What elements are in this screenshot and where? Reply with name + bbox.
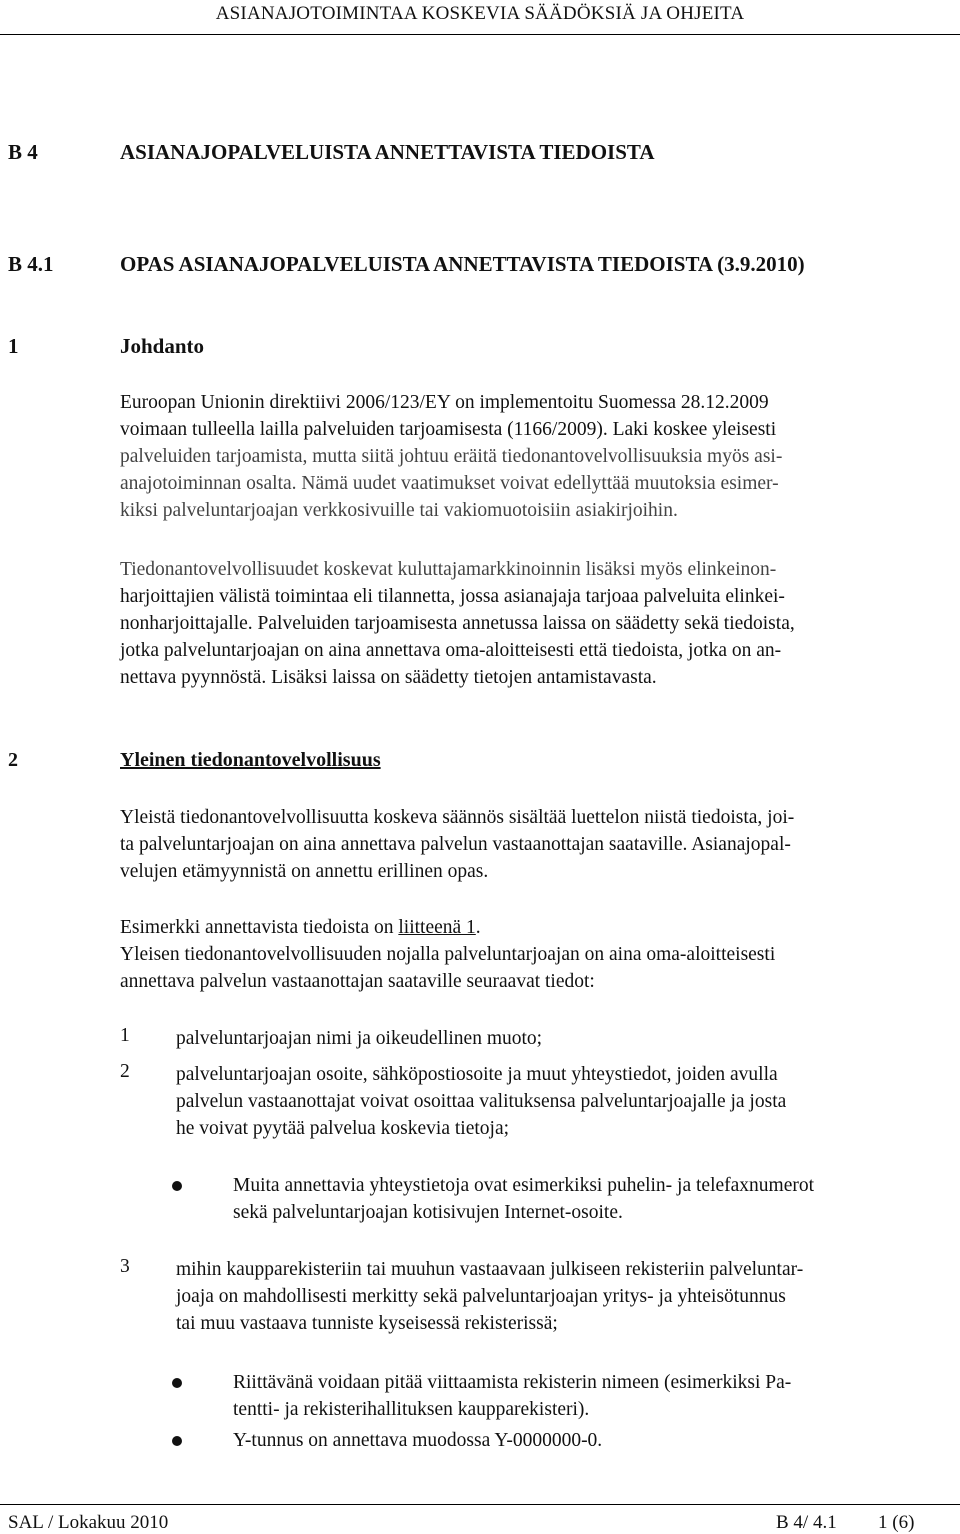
text-line: ta palveluntarjoajan on aina annettava palvelun vastaanottajan saataville. Asianajopal- — [120, 834, 791, 855]
text-line: palveluntarjoajan osoite, sähköpostiosoite ja muut yhteystiedot, joiden avulla — [176, 1064, 778, 1085]
example-suffix: . — [475, 917, 481, 938]
example-line — [120, 914, 952, 941]
bullet-icon — [172, 1378, 182, 1388]
footer-page: 1 (6) — [878, 1512, 915, 1533]
section-b41-number: B 4.1 — [8, 252, 54, 276]
example-prefix: Esimerkki annettavista tiedoista on — [120, 917, 399, 938]
text-line: tai muu vastaava tunniste kyseisessä rekisterissä; — [176, 1313, 558, 1334]
text-line: mihin kaupparekisteriin tai muuhun vastaavaan julkiseen rekisteriin palveluntar- — [176, 1259, 804, 1280]
footer-section: B 4/ 4.1 — [776, 1512, 837, 1533]
list-item-2 — [176, 1061, 952, 1142]
section-1-title: Johdanto — [120, 334, 205, 358]
footer-divider — [0, 1504, 960, 1505]
example-paragraph — [120, 914, 952, 995]
list-item-3 — [176, 1256, 952, 1337]
text-line: velujen etämyynnistä on annettu erillinen opas. — [120, 861, 489, 882]
text-line: palveluiden tarjoamista, mutta siitä johtuu eräitä tiedonantovelvollisuuksia myös asi- — [120, 446, 783, 467]
attachment-link[interactable]: liitteenä 1 — [398, 917, 476, 938]
text-line: annettava palvelun vastaanottajan saataville seuraavat tiedot: — [120, 971, 595, 992]
document-header — [0, 0, 960, 35]
section-b4-number: B 4 — [8, 140, 38, 164]
list-item-number: 1 — [120, 1025, 130, 1046]
bullet-item — [233, 1427, 953, 1454]
bullet-item — [233, 1369, 953, 1423]
text-line: Euroopan Unionin direktiivi 2006/123/EY on implementoitu Suomessa 28.12.2009 — [120, 392, 769, 413]
section-2-title: Yleinen tiedonantovelvollisuus — [120, 749, 381, 771]
text-line: nonharjoittajalle. Palveluiden tarjoamisesta annetussa laissa on säädetty sekä tiedoista, — [120, 613, 795, 634]
text-line: sekä palveluntarjoajan kotisivujen Internet-osoite. — [233, 1202, 623, 1223]
section-1-number: 1 — [8, 334, 19, 358]
list-item-1 — [176, 1025, 952, 1052]
text-line: he voivat pyytää palvelua koskevia tietoja; — [176, 1118, 510, 1139]
intro-paragraph-1 — [120, 389, 952, 524]
header-title: ASIANAJOTOIMINTAA KOSKEVIA SÄÄDÖKSIÄ JA OHJEITA — [215, 3, 745, 24]
list-item-number: 3 — [120, 1256, 130, 1277]
section-b4-title: ASIANAJOPALVELUISTA ANNETTAVISTA TIEDOISTA — [120, 140, 655, 164]
text-line: harjoittajien välistä toimintaa eli tilannetta, jossa asianajaja tarjoaa palveluita elinkei- — [120, 586, 785, 607]
list-item-number: 2 — [120, 1061, 130, 1082]
text-line: Tiedonantovelvollisuudet koskevat kuluttajamarkkinoinnin lisäksi myös elinkeinon- — [120, 559, 777, 580]
section-b41-title: OPAS ASIANAJOPALVELUISTA ANNETTAVISTA TIEDOISTA (3.9.2010) — [120, 252, 805, 276]
text-line: Riittävänä voidaan pitää viittaamista rekisterin nimeen (esimerkiksi Pa- — [233, 1372, 792, 1393]
text-line: Yleistä tiedonantovelvollisuutta koskeva säännös sisältää luettelon niistä tiedoista, joi- — [120, 807, 795, 828]
intro-paragraph-2 — [120, 556, 952, 691]
text-line: jotka palveluntarjoajan on aina annettava oma-aloitteisesti että tiedoista, jotka on an- — [120, 640, 782, 661]
text-line: palveluntarjoajan nimi ja oikeudellinen muoto; — [176, 1028, 543, 1049]
bullet-icon — [172, 1436, 182, 1446]
text-line: Yleisen tiedonantovelvollisuuden nojalla palveluntarjoajan on aina oma-aloitteisesti — [120, 944, 776, 965]
text-line: Muita annettavia yhteystietoja ovat esimerkiksi puhelin- ja telefaxnumerot — [233, 1175, 815, 1196]
bullet-icon — [172, 1181, 182, 1191]
text-line: joaja on mahdollisesti merkitty sekä palveluntarjoajan yritys- ja yhteisötunnus — [176, 1286, 786, 1307]
text-line: nettava pyynnöstä. Lisäksi laissa on säädetty tietojen antamistavasta. — [120, 667, 657, 688]
text-line: palvelun vastaanottajat voivat osoittaa valituksensa palveluntarjoajalle ja josta — [176, 1091, 787, 1112]
text-line: kiksi palveluntarjoajan verkkosivuille tai vakiomuotoisiin asiakirjoihin. — [120, 500, 678, 521]
text-line: Y-tunnus on annettava muodossa Y-0000000-0. — [233, 1430, 603, 1451]
text-line: anajotoiminnan osalta. Nämä uudet vaatimukset voivat edellyttää muutoksia esimer- — [120, 473, 779, 494]
section-2-paragraph-1 — [120, 804, 952, 885]
bullet-item — [233, 1172, 953, 1226]
section-2-number: 2 — [8, 749, 18, 771]
footer-left: SAL / Lokakuu 2010 — [8, 1512, 169, 1533]
text-line: tentti- ja rekisterihallituksen kaupparekisteri). — [233, 1399, 590, 1420]
text-line: voimaan tulleella lailla palveluiden tarjoamisesta (1166/2009). Laki koskee yleisesti — [120, 419, 777, 440]
